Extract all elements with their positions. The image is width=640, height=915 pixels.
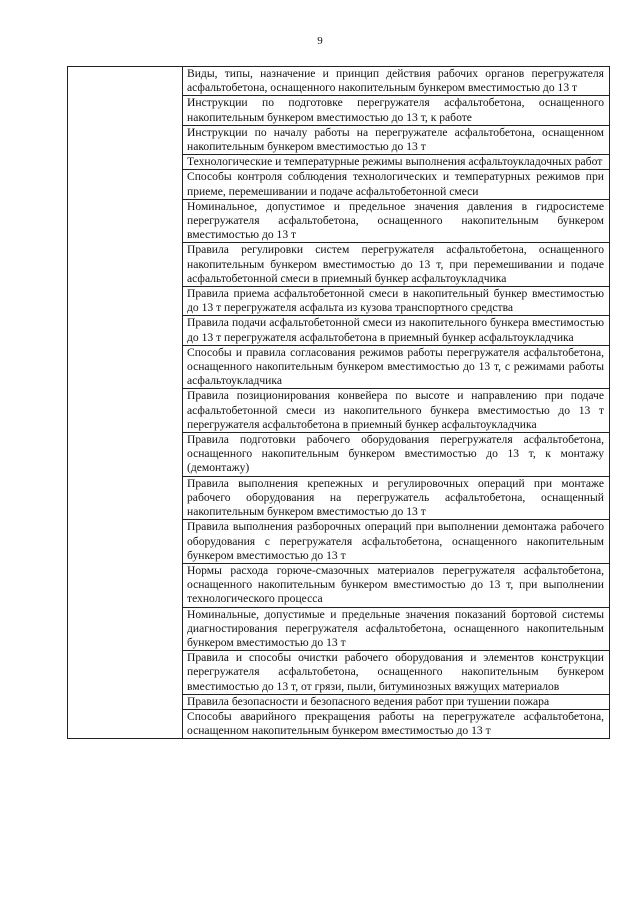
list-item: Правила и способы очистки рабочего оборудования и элементов конструкции перегружателя асфальтобетона, оснащенного накопительным бункером вместимостью до 13 т, от грязи, пыли, битуминозных вяжущих материалов [183,651,609,695]
list-item: Способы контроля соблюдения технологических и температурных режимов при приеме, перемешивании и подаче асфальтобетонной смеси [183,170,609,199]
list-item: Способы и правила согласования режимов работы перегружателя асфальтобетона, оснащенного накопительным бункером вместимостью до 13 т, с режимами работы асфальтоукладчика [183,346,609,390]
list-item: Правила позиционирования конвейера по высоте и направлению при подаче асфальтобетонной смеси из накопительного бункера вместимостью до 13 т перегружателя асфальтобетона в приемный бункер асфальтоукладчика [183,389,609,433]
list-item: Номинальные, допустимые и предельные значения показаний бортовой системы диагностирования перегружателя асфальтобетона, оснащенного накопительным бункером вместимостью до 13 т [183,608,609,652]
table-row [68,67,610,739]
list-item: Инструкции по началу работы на перегружателе асфальтобетона, оснащенном накопительным бункером вместимостью до 13 т [183,126,609,155]
list-item: Правила подготовки рабочего оборудования перегружателя асфальтобетона, оснащенного накопительным бункером вместимостью до 13 т, к монтажу (демонтажу) [183,433,609,477]
section-label-cell [68,67,183,739]
page-number: 9 [317,35,323,47]
list-item: Номинальное, допустимое и предельное значения давления в гидросистеме перегружателя асфальтобетона, оснащенного накопительным бункером вместимостью до 13 т [183,200,609,244]
list-item: Технологические и температурные режимы выполнения асфальтоукладочных работ [183,155,609,170]
list-item: Способы аварийного прекращения работы на перегружателе асфальтобетона, оснащенном накопительным бункером вместимостью до 13 т [187,709,604,738]
requirements-cell [183,67,610,739]
list-item: Правила выполнения крепежных и регулировочных операций при монтаже рабочего оборудования на перегружатель асфальтобетона, оснащенный накопительным бункером вместимостью до 13 т [183,477,609,521]
list-item: Правила безопасности и безопасного ведения работ при тушении пожара [183,695,609,710]
list-item: Правила приема асфальтобетонной смеси в накопительный бункер вместимостью до 13 т перегружателя асфальта из кузова транспортного средства [183,287,609,316]
requirements-table [67,66,610,739]
list-item: Правила выполнения разборочных операций при выполнении демонтажа рабочего оборудования с перегружателя асфальтобетона, оснащенного накопительным бункером вместимостью до 13 т [183,520,609,564]
list-item: Правила регулировки систем перегружателя асфальтобетона, оснащенного накопительным бункером вместимостью до 13 т, при перемешивании и подаче асфальтобетонной смеси в приемный бункер асфальтоукладчика [183,243,609,287]
list-item: Инструкции по подготовке перегружателя асфальтобетона, оснащенного накопительным бункером вместимостью до 13 т, к работе [183,96,609,125]
list-item: Правила подачи асфальтобетонной смеси из накопительного бункера вместимостью до 13 т перегружателя асфальтобетона в приемный бункер асфальтоукладчика [183,316,609,345]
list-item: Нормы расхода горюче-смазочных материалов перегружателя асфальтобетона, оснащенного накопительным бункером вместимостью до 13 т, при выполнении технологического процесса [183,564,609,608]
list-item: Виды, типы, назначение и принцип действия рабочих органов перегружателя асфальтобетона, оснащенного накопительным бункером вместимостью до 13 т [183,67,609,96]
